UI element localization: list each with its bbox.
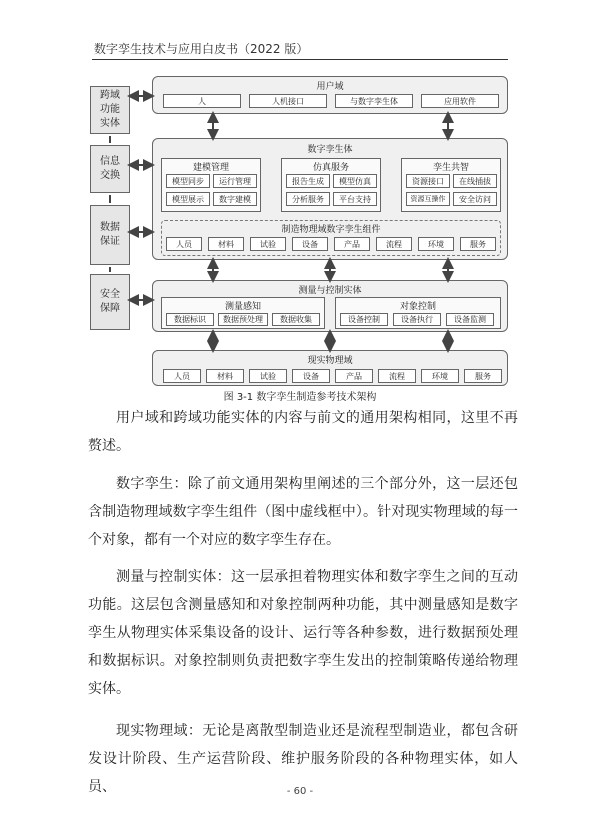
physical-item: 材料 [206,369,244,383]
user-domain-title: 用户域 [316,82,344,92]
physical-item: 产品 [335,369,373,383]
modeling-item: 模型展示 [166,192,210,206]
modeling-title: 建模管理 [192,163,229,173]
user-item: 与数字孪生体 [335,94,413,108]
sharing-item: 在线插拔 [453,174,497,188]
measure-control-title: 测量与控制实体 [298,286,362,296]
sidebar-security: 安全 保障 [90,274,130,330]
component-item: 试验 [250,237,286,251]
component-item: 服务 [460,237,496,251]
control-item: 设备执行 [393,313,441,326]
component-item: 流程 [376,237,412,251]
sharing-item: 资源互操作 [406,192,450,206]
sidebar-info-exchange: 信息 交换 [90,145,130,193]
sensing-title: 测量感知 [224,302,261,312]
sharing-item: 安全访问 [453,192,497,206]
page-number: - 60 - [286,786,314,797]
paragraph: 用户域和跨域功能实体的内容与前文的通用架构相同，这里不再赘述。 [88,410,518,454]
sharing-item: 资源接口 [406,174,450,188]
paragraph: 数字孪生：除了前文通用架构里阐述的三个部分外，这一层还包含制造物理域数字孪生组件（图中虚线框中）。针对现实物理域的每一个对象，都有一个对应的数字孪生存在。 [88,476,518,548]
sensing-item: 数据预处理 [218,313,268,326]
simulation-item: 分析服务 [286,192,330,206]
component-item: 产品 [334,237,370,251]
sidebar-data-assurance: 数据 保证 [90,205,130,265]
paragraph: 现实物理域：无论是离散型制造业还是流程型制造业，都包含研发设计阶段、生产运营阶段、维护服务阶段的各种物理实体，如人员、 [88,723,518,795]
sensing-item: 数据收集 [272,313,320,326]
physical-item: 服务 [464,369,502,383]
running-header: 数字孪生技术与应用白皮书（2022 版） [94,42,309,56]
digital-twin-title: 数字孪生体 [307,145,353,155]
physical-domain-title: 现实物理域 [307,356,353,366]
component-item: 人员 [166,237,202,251]
physical-item: 流程 [378,369,416,383]
simulation-item: 平台支持 [333,192,377,206]
connector-arrows [0,0,600,400]
modeling-item: 运行管理 [213,174,257,188]
component-title: 制造物理域数字孪生组件 [281,225,381,235]
physical-item: 设备 [292,369,330,383]
control-title: 对象控制 [399,302,436,312]
paragraph: 测量与控制实体：这一层承担着物理实体和数字孪生之间的互动功能。这层包含测量感知和对象控制两种功能，其中测量感知是数字孪生从物理实体采集设备的设计、运行等各种参数，进行数据预处理和数据标识。对象控制则负责把数字孪生发出的控制策略传递给物理实体。 [88,569,518,697]
component-item: 设备 [292,237,328,251]
figure-caption: 图 3-1 数字孪生制造参考技术架构 [223,392,377,403]
modeling-item: 模型同步 [166,174,210,188]
user-item: 应用软件 [421,94,499,108]
physical-item: 环境 [421,369,459,383]
sidebar-cross-domain: 跨域 功能 实体 [90,86,130,134]
modeling-item: 数字建模 [213,192,257,206]
component-item: 材料 [208,237,244,251]
simulation-item: 模型仿真 [333,174,377,188]
user-item: 人机接口 [249,94,327,108]
sensing-item: 数据标识 [166,313,214,326]
physical-item: 人员 [163,369,201,383]
simulation-title: 仿真服务 [312,163,349,173]
control-item: 设备监测 [446,313,494,326]
control-item: 设备控制 [340,313,388,326]
simulation-item: 报告生成 [286,174,330,188]
physical-item: 试验 [249,369,287,383]
user-item: 人 [163,94,241,108]
sharing-title: 孪生共智 [432,163,469,173]
component-item: 环境 [418,237,454,251]
